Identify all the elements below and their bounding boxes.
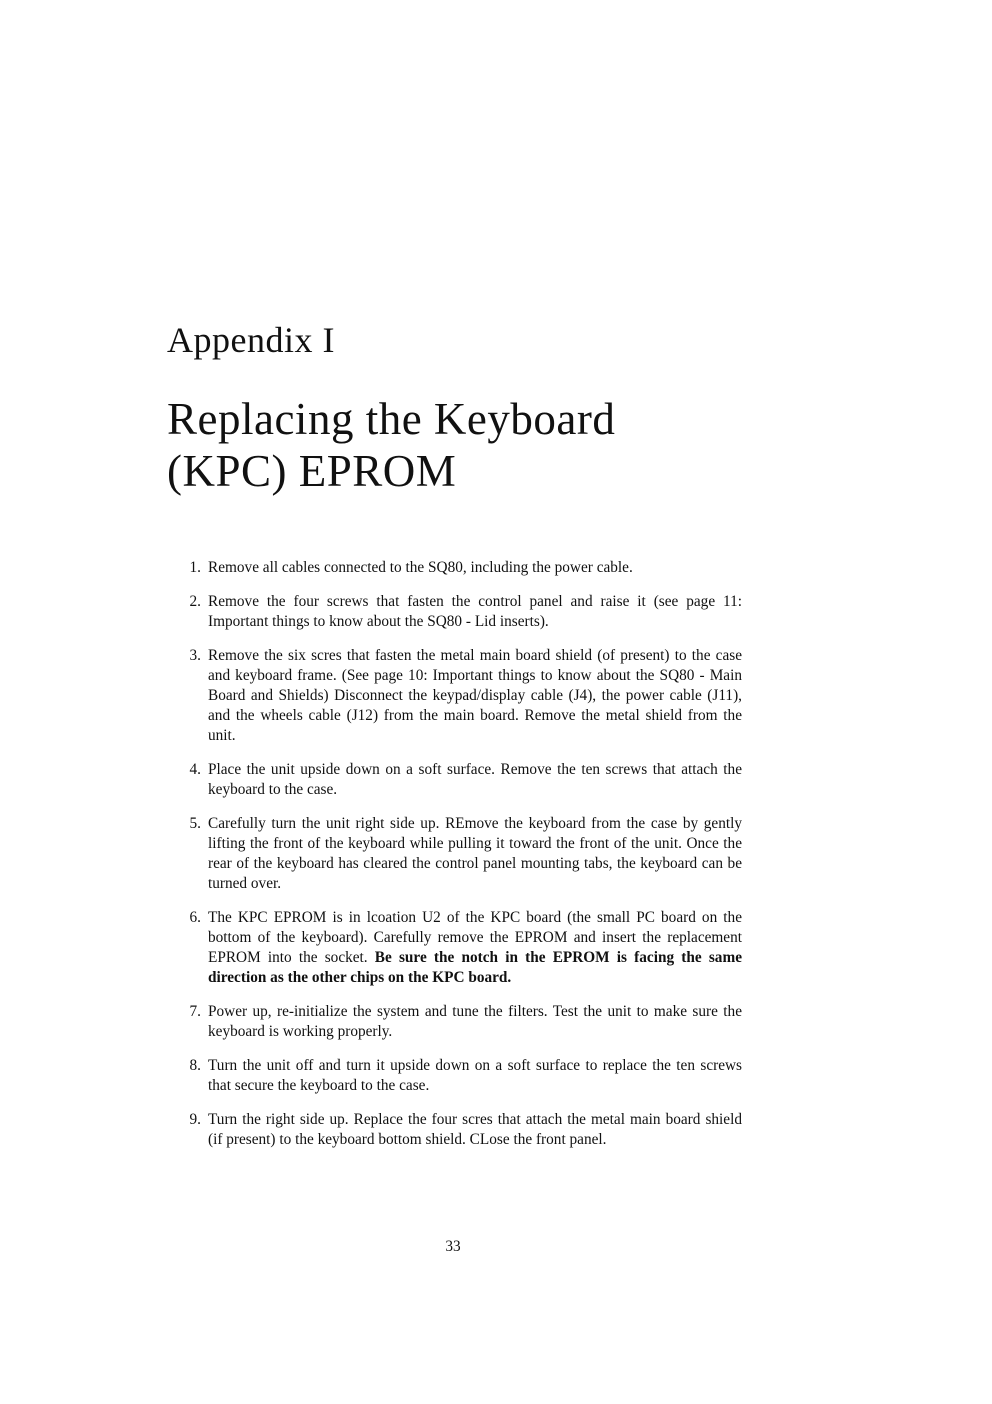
step-text: Place the unit upside down on a soft surface. Remove the ten screws that attach the keyboard to the case. [208, 761, 742, 798]
step-number: 4. [189, 761, 201, 778]
list-item [167, 558, 742, 578]
step-number: 7. [189, 1003, 201, 1020]
step-number: 9. [189, 1111, 201, 1128]
step-number: 1. [189, 559, 201, 576]
step-text: Turn the right side up. Replace the four scres that attach the metal main board shield (if present) to the keyboard bottom shield. CLose the front panel. [208, 1111, 742, 1148]
step-number: 3. [189, 647, 201, 664]
list-item [167, 646, 742, 746]
steps-list [167, 558, 742, 1164]
step-text: The KPC EPROM is in lcoation U2 of the KPC board (the small PC board on the bottom of the keyboard). Carefully remove the EPROM and insert the replacement EPROM into the socket. [208, 909, 742, 966]
list-item [167, 592, 742, 632]
list-item [167, 1110, 742, 1150]
step-warning-bold: Be sure the notch in the EPROM is facing the same direction as the other chips on the KPC board. [208, 949, 742, 986]
list-item [167, 908, 742, 988]
chapter-title [167, 393, 867, 497]
step-number: 6. [189, 909, 201, 926]
step-text: Remove the four screws that fasten the control panel and raise it (see page 11: Important things to know about the SQ80 - Lid inserts). [208, 593, 742, 630]
step-number: 2. [189, 593, 201, 610]
step-number: 5. [189, 815, 201, 832]
list-item [167, 1056, 742, 1096]
appendix-label: Appendix I [167, 320, 335, 360]
step-number: 8. [189, 1057, 201, 1074]
list-item [167, 1002, 742, 1042]
step-text: Turn the unit off and turn it upside down on a soft surface to replace the ten screws that secure the keyboard to the case. [208, 1057, 742, 1094]
chapter-title-line-1: Replacing the Keyboard [167, 394, 616, 444]
list-item [167, 814, 742, 894]
step-text: Power up, re-initialize the system and tune the filters. Test the unit to make sure the keyboard is working properly. [208, 1003, 742, 1040]
step-text: Remove all cables connected to the SQ80, including the power cable. [208, 559, 633, 576]
step-text: Carefully turn the unit right side up. REmove the keyboard from the case by gently lifting the front of the keyboard while pulling it toward the front of the unit. Once the rear of the keyboard has cleared the control panel mounting tabs, the keyboard can be turned over. [208, 815, 742, 892]
list-item [167, 760, 742, 800]
chapter-title-line-2: (KPC) EPROM [167, 446, 457, 496]
step-text: Remove the six scres that fasten the metal main board shield (of present) to the case and keyboard frame. (See page 10: Important things to know about the SQ80 - Main Board and Shields) Disconnect the keypad/display cable (J4), the power cable (J11), and the wheels cable (J12) from the main board. Remove the metal shield from the unit. [208, 647, 742, 744]
page-number: 33 [445, 1238, 461, 1255]
